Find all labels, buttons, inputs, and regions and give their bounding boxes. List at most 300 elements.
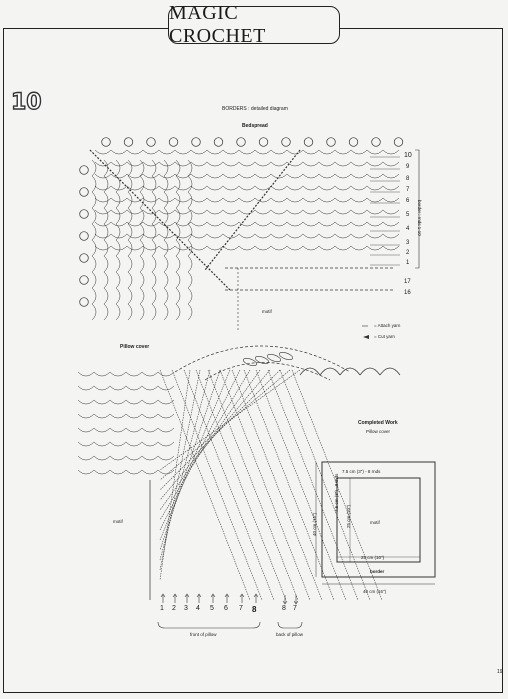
chain-arc xyxy=(104,272,108,288)
row-number-6: 6 xyxy=(224,605,228,612)
pillow-arc xyxy=(126,414,142,418)
chain-arc xyxy=(287,174,303,178)
pillow-diagonal xyxy=(256,370,346,600)
chain-arc xyxy=(152,288,156,304)
chain-arc xyxy=(335,174,351,178)
picot-top xyxy=(102,138,111,147)
picot-top xyxy=(237,138,246,147)
chain-arc xyxy=(95,150,111,154)
chain-arc xyxy=(207,174,223,178)
dim-inner-height: 25 cm (10") xyxy=(346,504,351,528)
round-label-16: 16 xyxy=(404,290,411,296)
chain-arc xyxy=(239,186,255,190)
chain-arc xyxy=(127,186,143,190)
chain-arc xyxy=(176,304,180,320)
chain-arc xyxy=(223,198,239,202)
chain-arc xyxy=(351,162,367,166)
chain-arc xyxy=(92,240,96,256)
round-label-3: 3 xyxy=(406,240,410,246)
chain-arc xyxy=(271,162,287,166)
chain-arc xyxy=(303,198,319,202)
round-label-4: 4 xyxy=(406,226,410,232)
pillow-diagonal xyxy=(160,370,190,580)
pillow-arc xyxy=(110,400,126,404)
chain-arc xyxy=(152,304,156,320)
pillow-diagonal xyxy=(208,370,298,600)
round-label-9: 9 xyxy=(406,164,410,170)
round-label-6: 6 xyxy=(406,198,410,204)
chain-arc xyxy=(92,304,96,320)
chain-arc xyxy=(319,150,335,154)
chain-arc xyxy=(164,240,168,256)
completed-work-title: Completed Work xyxy=(358,420,398,426)
chain-arc xyxy=(188,272,192,288)
pillow-scallop xyxy=(340,368,360,375)
chain-arc xyxy=(152,240,156,256)
pillow-arc xyxy=(126,400,142,404)
chain-arc xyxy=(303,222,319,226)
pillow-arc xyxy=(94,414,110,418)
pillow-arc xyxy=(126,428,142,432)
chain-arc xyxy=(255,210,271,214)
chain-arc xyxy=(383,186,399,190)
legend-attach-yarn: = Attach yarn xyxy=(374,323,401,328)
row-number-1: 1 xyxy=(160,605,164,612)
round-label-10: 10 xyxy=(404,152,412,159)
pillow-scallop xyxy=(380,368,400,375)
row-number-5: 5 xyxy=(210,605,214,612)
chain-arc xyxy=(111,174,127,178)
chain-arc xyxy=(191,222,207,226)
chain-arc xyxy=(140,176,144,192)
chain-arc xyxy=(367,246,383,250)
chain-arc xyxy=(140,256,144,272)
round-label-7: 7 xyxy=(406,187,410,193)
picot-left xyxy=(80,188,89,197)
chain-arc xyxy=(152,160,156,176)
picot-top xyxy=(349,138,358,147)
picot-top xyxy=(124,138,133,147)
pillow-arc xyxy=(78,414,94,418)
pillow-arc xyxy=(78,442,94,446)
chain-arc xyxy=(207,198,223,202)
chain-arc xyxy=(335,150,351,154)
chain-arc xyxy=(159,198,175,202)
front-of-pillow-label: front of pillow xyxy=(190,632,217,637)
chain-arc xyxy=(207,150,223,154)
chain-arc xyxy=(191,246,207,250)
pillow-arc xyxy=(78,372,94,376)
chain-arc xyxy=(175,198,191,202)
chain-arc xyxy=(223,162,239,166)
row-number-4: 4 xyxy=(196,605,200,612)
chain-arc xyxy=(223,210,239,214)
chain-arc xyxy=(92,176,96,192)
chain-arc xyxy=(271,186,287,190)
chain-arc xyxy=(255,162,271,166)
chain-arc xyxy=(239,210,255,214)
pillow-motif-label: motif xyxy=(113,519,123,524)
bedspread-motif-label: motif xyxy=(262,309,272,314)
picot-left xyxy=(80,232,89,241)
chain-arc xyxy=(159,246,175,250)
chain-arc xyxy=(319,222,335,226)
chain-arc xyxy=(335,210,351,214)
pillow-arc xyxy=(158,414,174,418)
pillow-arc xyxy=(94,428,110,432)
chain-arc xyxy=(164,288,168,304)
chain-arc xyxy=(140,224,144,240)
pillow-diagonal xyxy=(280,370,370,600)
chain-arc xyxy=(175,150,191,154)
chain-arc xyxy=(255,222,271,226)
pillow-arc xyxy=(142,456,158,460)
chain-arc xyxy=(223,174,239,178)
chain-arc xyxy=(175,162,191,166)
chain-arc xyxy=(143,150,159,154)
pillow-arc xyxy=(142,428,158,432)
chain-arc xyxy=(335,246,351,250)
pillow-arc xyxy=(78,400,94,404)
chain-arc xyxy=(152,192,156,208)
pillow-arc xyxy=(110,414,126,418)
chain-arc xyxy=(164,192,168,208)
chain-arc xyxy=(116,160,120,176)
chain-arc xyxy=(319,162,335,166)
chain-arc xyxy=(303,210,319,214)
chain-arc xyxy=(223,150,239,154)
pillow-arc xyxy=(110,372,126,376)
back-brace xyxy=(278,622,302,628)
page-folio: 19 xyxy=(497,669,503,675)
chain-arc xyxy=(104,240,108,256)
pillow-arc xyxy=(158,456,174,460)
chain-arc xyxy=(111,222,127,226)
chain-arc xyxy=(128,240,132,256)
chain-arc xyxy=(127,210,143,214)
pillow-arc xyxy=(126,372,142,376)
chain-arc xyxy=(351,222,367,226)
chain-arc xyxy=(367,150,383,154)
turning-arc xyxy=(205,363,330,381)
chain-arc xyxy=(95,174,111,178)
row-number-7: 7 xyxy=(239,605,243,612)
chain-arc xyxy=(175,186,191,190)
chain-arc xyxy=(383,234,399,238)
chain-arc xyxy=(191,186,207,190)
row-number-8: 8 xyxy=(252,605,257,614)
pillow-arc xyxy=(158,442,174,446)
chain-arc xyxy=(383,222,399,226)
chain-arc xyxy=(383,210,399,214)
dim-inner-width: 25 cm (10") xyxy=(361,555,385,560)
chain-arc xyxy=(188,256,192,272)
chain-arc xyxy=(143,198,159,202)
pillow-arc xyxy=(126,470,142,474)
chain-arc xyxy=(303,246,319,250)
chain-arc xyxy=(287,234,303,238)
row-number-2: 2 xyxy=(172,605,176,612)
pillow-arc xyxy=(94,442,110,446)
bedspread-title: Bedspread xyxy=(242,123,268,129)
chain-arc xyxy=(287,222,303,226)
chain-arc xyxy=(159,222,175,226)
figure-caption: BORDERS : detailed diagram xyxy=(222,106,288,112)
dim-outer-height: 40 cm (16") xyxy=(312,512,317,536)
chain-arc xyxy=(95,234,111,238)
pillow-arc xyxy=(78,470,94,474)
chain-arc xyxy=(255,150,271,154)
chain-arc xyxy=(367,162,383,166)
chain-arc xyxy=(287,246,303,250)
chain-arc xyxy=(271,198,287,202)
completed-motif-label: motif xyxy=(370,520,380,525)
chain-arc xyxy=(143,234,159,238)
chain-arc xyxy=(335,162,351,166)
chain-arc xyxy=(188,288,192,304)
chain-arc xyxy=(95,246,111,250)
pillow-diagonal xyxy=(172,370,262,600)
picot-top xyxy=(372,138,381,147)
corner-seam xyxy=(90,150,230,290)
chain-arc xyxy=(104,288,108,304)
chain-arc xyxy=(319,186,335,190)
border-rounds-label: border : rnds 1-10 xyxy=(417,200,422,236)
pillow-arc xyxy=(110,456,126,460)
chain-arc xyxy=(287,186,303,190)
pillow-diagonal xyxy=(160,370,210,560)
chain-arc xyxy=(104,192,108,208)
row-number-3: 3 xyxy=(184,605,188,612)
chain-arc xyxy=(164,160,168,176)
chain-arc xyxy=(127,150,143,154)
chain-arc xyxy=(128,208,132,224)
chain-arc xyxy=(383,246,399,250)
corner-seam xyxy=(205,150,300,270)
dim-side-left: 7.5 cm (3") - 8 rnds xyxy=(334,473,339,512)
chain-arc xyxy=(207,234,223,238)
chain-arc xyxy=(351,186,367,190)
chain-arc xyxy=(111,246,127,250)
picot-top xyxy=(259,138,268,147)
chain-arc xyxy=(152,272,156,288)
chain-arc xyxy=(104,208,108,224)
chain-arc xyxy=(223,234,239,238)
round-label-17: 17 xyxy=(404,279,411,285)
pillow-arc xyxy=(78,428,94,432)
chain-arc xyxy=(140,288,144,304)
chain-arc xyxy=(143,222,159,226)
chain-arc xyxy=(116,192,120,208)
chain-arc xyxy=(176,256,180,272)
pillow-diagonal xyxy=(220,370,310,600)
chain-arc xyxy=(351,210,367,214)
chain-arc xyxy=(128,160,132,176)
chain-arc xyxy=(104,304,108,320)
chain-arc xyxy=(92,192,96,208)
chain-arc xyxy=(239,162,255,166)
chain-arc xyxy=(95,198,111,202)
round-label-2: 2 xyxy=(406,250,410,256)
round-label-1: 1 xyxy=(406,260,410,266)
chain-arc xyxy=(128,272,132,288)
picot-left xyxy=(80,298,89,307)
chain-arc xyxy=(367,210,383,214)
chain-arc xyxy=(176,192,180,208)
chain-arc xyxy=(92,272,96,288)
pillow-arc xyxy=(94,470,110,474)
chain-arc xyxy=(188,224,192,240)
pillow-arc xyxy=(78,456,94,460)
chain-arc xyxy=(207,186,223,190)
chain-arc xyxy=(367,198,383,202)
chain-arc xyxy=(223,186,239,190)
chain-arc xyxy=(239,198,255,202)
chain-arc xyxy=(164,304,168,320)
chain-arc xyxy=(191,210,207,214)
completed-border-label: border xyxy=(370,569,385,574)
chain-arc xyxy=(95,222,111,226)
chain-arc xyxy=(383,162,399,166)
chain-arc xyxy=(351,246,367,250)
pillow-arc xyxy=(94,456,110,460)
pillow-diagonal xyxy=(268,370,358,600)
chain-arc xyxy=(176,160,180,176)
chain-arc xyxy=(143,246,159,250)
front-brace xyxy=(158,622,260,628)
pattern-number-badge: 10 xyxy=(11,90,42,115)
pillow-arc xyxy=(142,372,158,376)
picot-left xyxy=(80,210,89,219)
chain-arc xyxy=(95,186,111,190)
turning-arc xyxy=(175,346,350,372)
chain-arc xyxy=(191,174,207,178)
chain-arc xyxy=(319,198,335,202)
chain-arc xyxy=(92,256,96,272)
back-row-number-7: 7 xyxy=(293,605,297,612)
chain-arc xyxy=(271,150,287,154)
pillow-diagonal xyxy=(160,370,260,510)
chain-arc xyxy=(255,198,271,202)
chain-arc xyxy=(152,256,156,272)
chain-arc xyxy=(303,174,319,178)
chain-arc xyxy=(164,256,168,272)
pillow-arc xyxy=(110,470,126,474)
chain-arc xyxy=(223,246,239,250)
pillow-arc xyxy=(78,386,94,390)
dim-top: 7.5 cm (3") - 8 rnds xyxy=(342,469,381,474)
chain-arc xyxy=(271,210,287,214)
chain-arc xyxy=(176,208,180,224)
chain-arc xyxy=(351,174,367,178)
pillow-arc xyxy=(158,428,174,432)
completed-work-subtitle: Pillow cover xyxy=(366,429,391,434)
chain-arc xyxy=(143,162,159,166)
back-row-number-8: 8 xyxy=(282,605,286,612)
chain-arc xyxy=(116,288,120,304)
pillow-arc xyxy=(110,428,126,432)
picot-top xyxy=(147,138,156,147)
chain-arc xyxy=(207,222,223,226)
picot-left xyxy=(80,276,89,285)
pillow-diagonal xyxy=(160,370,280,490)
picot-top xyxy=(282,138,291,147)
pillow-arc xyxy=(126,456,142,460)
dim-outer-width: 40 cm (16") xyxy=(363,589,387,594)
chain-arc xyxy=(367,234,383,238)
chain-arc xyxy=(111,150,127,154)
pillow-diagonal xyxy=(244,370,334,600)
chain-arc xyxy=(191,234,207,238)
picot-top xyxy=(169,138,178,147)
chain-arc xyxy=(188,304,192,320)
round-label-5: 5 xyxy=(406,212,410,218)
chain-arc xyxy=(287,210,303,214)
chain-arc xyxy=(128,224,132,240)
pillow-arc xyxy=(142,386,158,390)
chain-arc xyxy=(116,208,120,224)
chain-arc xyxy=(176,176,180,192)
chain-arc xyxy=(143,186,159,190)
chain-arc xyxy=(335,234,351,238)
chain-arc xyxy=(191,150,207,154)
picot-top xyxy=(214,138,223,147)
chain-arc xyxy=(176,272,180,288)
chain-arc xyxy=(255,246,271,250)
chain-arc xyxy=(128,288,132,304)
chain-arc xyxy=(271,222,287,226)
pillow-arc xyxy=(142,442,158,446)
round-label-8: 8 xyxy=(406,176,410,182)
chain-arc xyxy=(191,162,207,166)
chain-arc xyxy=(351,234,367,238)
chain-arc xyxy=(159,150,175,154)
chain-arc xyxy=(239,246,255,250)
cut-yarn-symbol xyxy=(363,335,369,339)
chain-arc xyxy=(287,198,303,202)
chain-arc xyxy=(127,234,143,238)
chain-arc xyxy=(95,210,111,214)
chain-arc xyxy=(319,210,335,214)
chain-arc xyxy=(188,176,192,192)
chain-arc xyxy=(335,222,351,226)
chain-arc xyxy=(351,198,367,202)
chain-arc xyxy=(164,272,168,288)
chain-arc xyxy=(239,234,255,238)
chain-arc xyxy=(303,186,319,190)
chain-arc xyxy=(128,304,132,320)
chain-arc xyxy=(191,198,207,202)
chain-arc xyxy=(176,240,180,256)
chain-arc xyxy=(319,246,335,250)
picot-top xyxy=(192,138,201,147)
chain-arc xyxy=(140,272,144,288)
chain-arc xyxy=(271,234,287,238)
pillow-arc xyxy=(142,470,158,474)
pillow-scallop xyxy=(320,368,340,375)
chain-arc xyxy=(116,272,120,288)
chain-arc xyxy=(128,256,132,272)
chain-arc xyxy=(255,234,271,238)
chain-arc xyxy=(116,304,120,320)
pillow-arc xyxy=(158,386,174,390)
pillow-arc xyxy=(110,386,126,390)
chain-arc xyxy=(367,186,383,190)
chain-arc xyxy=(140,304,144,320)
chain-arc xyxy=(104,256,108,272)
chain-arc xyxy=(351,150,367,154)
pillow-arc xyxy=(94,386,110,390)
